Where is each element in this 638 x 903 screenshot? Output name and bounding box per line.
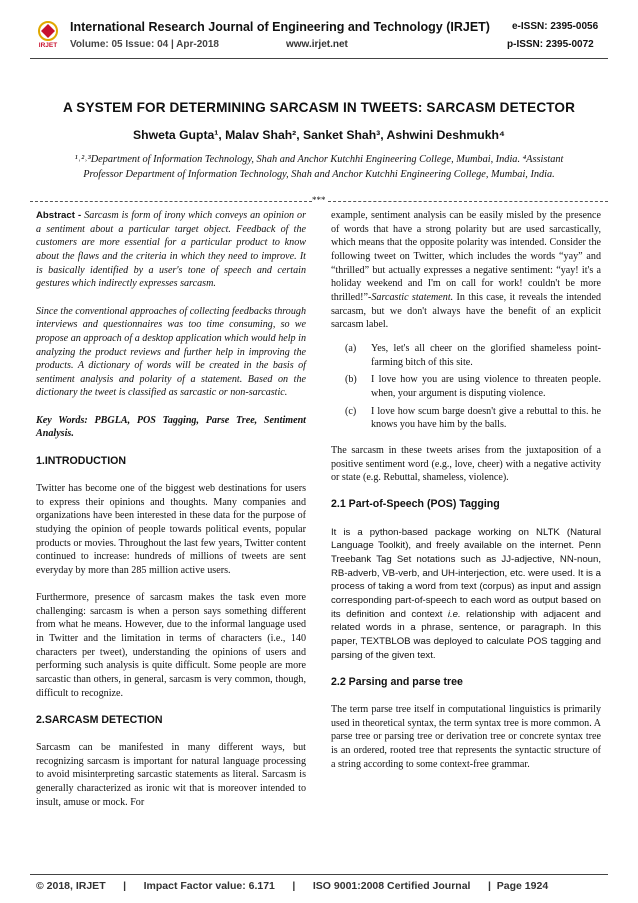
separator-stars: *** [312, 195, 326, 205]
continued-text-b: In this case, it reveals the intended sarcasm, but we don't always have the benefit of an explicit sarcasm label. [331, 291, 601, 331]
keywords [36, 414, 306, 441]
pos-text-a: It is a python-based package working on NLTK (Natural Language Toolkit), and freely available on the internet. Penn Treebank Tag Set notations such as JJ-adjective, NN-noun, RB-adverb, VB-verb, and UH-interjection, etc. were used. It is a process of taking a word from text (corpus) as input and assign corresponding part-of-speech to each word as output based on its definition and context [331, 526, 601, 620]
pos-paragraph [331, 526, 601, 663]
affiliations: ¹˒²˒³Department of Information Technology, Shah and Anchor Kutchhi Engineering College, Mumbai, India. ⁴Assistant Professor Department of Information Technology, Shah and Anchor Kutchhi Engineering College, Mumbai, India. [74, 154, 564, 181]
irjet-logo [34, 20, 62, 48]
intro-paragraph-2: Furthermore, presence of sarcasm makes the task even more challenging: sarcasm is when a person says something different from what he means. However, due to the informal language used in Twitter and the limitation in terms of characters (i.e., 140 characters per tweet), understanding the opinions of users and performing such analysis is quite difficult. Some people are more sarcastic than others, in general, sarcasm is very common, though, difficult to recognize. [36, 592, 306, 699]
list-item-text: Yes, let's all cheer on the glorified shameless point-farming bitch of this site. [371, 342, 601, 368]
list-item [331, 405, 601, 432]
section-heading-pos-tagging: 2.1 Part-of-Speech (POS) Tagging [331, 498, 500, 511]
list-marker: (c) [345, 405, 357, 417]
author-list: Shweta Gupta¹, Malav Shah², Sanket Shah³, Ashwini Deshmukh⁴ [133, 128, 505, 142]
separator-line-left [30, 201, 312, 202]
list-marker: (a) [345, 342, 357, 354]
section-heading-sarcasm-detection: 2.SARCASM DETECTION [36, 713, 163, 726]
footer-page-number: Page 1924 [496, 880, 549, 892]
paper-title: A SYSTEM FOR DETERMINING SARCASM IN TWEETS: SARCASM DETECTOR [62, 100, 575, 115]
right-column [331, 209, 601, 771]
section-heading-introduction: 1.INTRODUCTION [36, 454, 127, 467]
header-divider [30, 58, 608, 59]
continued-text-a: example, sentiment analysis can be easily misled by the presence of words that have a strong polarity but are used sarcastically, which means that the opposite polarity was intended. Consider the following tweet on Twitter, which includes the words “yay” and “thrilled” but actually expresses a negative sentiment: “yay! it's a holiday weekend and I'm on call for work! couldn't be more thrilled!”- [331, 210, 601, 303]
pos-text-b: relationship with adjacent and related words in a phrase, sentence, or paragraph. In this paper, TEXTBLOB was deployed to calculate POS tagging and parsing of the given text. [331, 608, 601, 661]
list-item [331, 342, 601, 369]
e-issn: e-ISSN: 2395-0056 [512, 21, 599, 32]
separator-line-right [328, 201, 608, 202]
keywords-label: Key Words [36, 414, 85, 426]
sarcasm-paragraph-1: Sarcasm can be manifested in many different ways, but recognizing sarcasm is important for natural language processing to avoid misinterpreting sarcastic statements as literal. Sarcasm is generally characterized as ironic wit that is moreover intended to insult, amuse or mock. For [36, 742, 306, 808]
footer-divider-bar: | [487, 880, 491, 892]
footer-divider-bar: | [292, 880, 296, 892]
abstract-paragraph-2: Since the conventional approaches of collecting feedbacks through interviews and questionnaires was too time consuming, so we propose an approach of a desktop application which would help in analyzing the product reviews and further help in improving the products. A dictionary of words will be created in the basis of sentiment analysis and polarity of a statement. Based on the dictionary the tweet is classified as sarcastic or non-sarcastic. [36, 305, 306, 399]
volume-issue: Volume: 05 Issue: 04 | Apr-2018 [70, 39, 219, 50]
intro-paragraph-1: Twitter has become one of the biggest web destinations for users to express their opinions and thoughts. Many companies and organizations have been interested in these data for the purpose of studying the opinion of people towards political events, popular products or movies. Throughout the last few years, Twitter content continued to increase: hundreds of millions of tweets are sent everyday by more than 285 million active users. [36, 482, 306, 576]
footer-iso: ISO 9001:2008 Certified Journal [312, 880, 471, 892]
list-item [331, 373, 601, 400]
section-heading-parsing: 2.2 Parsing and parse tree [331, 675, 463, 688]
p-issn: p-ISSN: 2395-0072 [507, 39, 594, 50]
pos-text-italic: i.e. [447, 608, 461, 620]
footer-divider [30, 874, 608, 875]
page-footer [36, 880, 548, 892]
journal-website-link[interactable]: www.irjet.net [286, 39, 348, 50]
list-marker: (b) [345, 374, 357, 386]
abstract-text-1: Sarcasm is form of irony which conveys an opinion or a sentiment about a particular target object. Feedback of the customers are more essential for a particular product to know about the flaws and the criteria in which they need to improve. It is basically identified by a user's tone of speech and certain gestures which indirectly expresses sarcasm. [36, 210, 306, 290]
footer-divider-bar: | [123, 880, 127, 892]
footer-copyright: © 2018, IRJET [36, 880, 106, 892]
footer-impact-factor: Impact Factor value: 6.171 [143, 880, 275, 892]
list-item-text: I love how you are using violence to threaten people. when, your argument is disputing violence. [371, 374, 601, 399]
sarcasm-paragraph-continued [331, 209, 601, 332]
svg-text:IRJET: IRJET [38, 42, 58, 48]
keywords-text: : PBGLA, POS Tagging, Parse Tree, Sentiment Analysis. [36, 414, 306, 440]
example-tweet-list [331, 342, 601, 432]
left-column [36, 209, 306, 809]
abstract-paragraph-1 [36, 209, 306, 291]
parse-paragraph: The term parse tree itself in computational linguistics is primarily used in theoretical syntax, the term syntax tree is more common. A parse tree or parsing tree or derivation tree or concrete syntax tree is an ordered, rooted tree that represents the syntactic structure of a string according to some context-free grammar. [331, 704, 601, 770]
continued-text-italic: Sarcastic statement. [371, 291, 454, 303]
abstract-label: Abstract - [36, 210, 82, 221]
list-item-text: I love how scum barge doesn't give a rebuttal to this. he knows you have him by the balls. [371, 405, 601, 431]
journal-title: International Research Journal of Engineering and Technology (IRJET) [70, 20, 490, 34]
juxtaposition-paragraph: The sarcasm in these tweets arises from the juxtaposition of a positive sentiment word (e.g., love, cheer) with a negative activity or state (e.g. Rebuttal, shameless, violence). [331, 444, 601, 484]
